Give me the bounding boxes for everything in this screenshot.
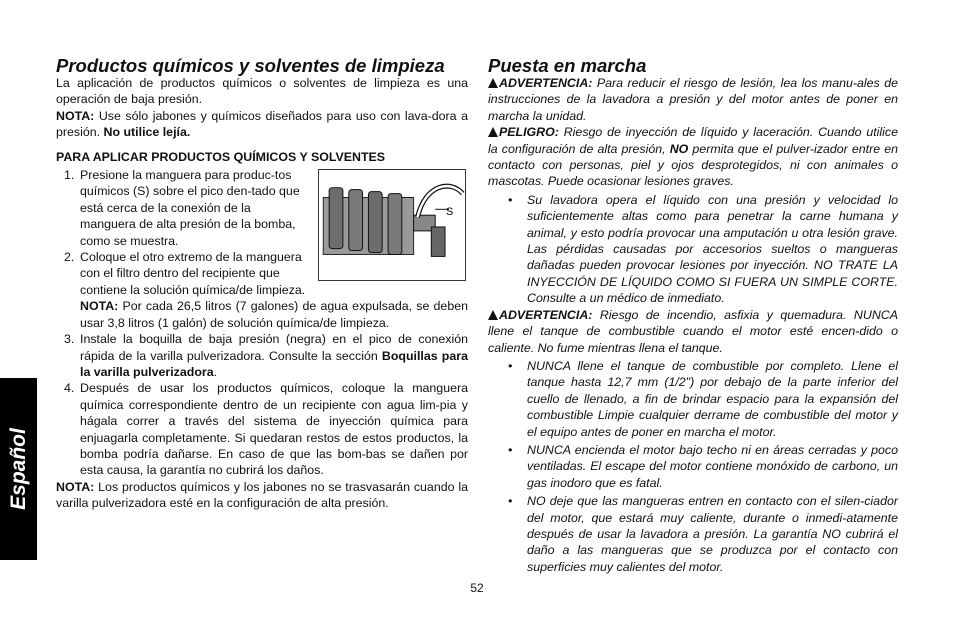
- page-number: 52: [470, 581, 484, 595]
- side-tab-label: Español: [6, 428, 30, 510]
- warning-fire: ADVERTENCIA: Riesgo de incendio, asfixia y quemadura. NUNCA llene el tanque de combustible cuando el motor esté encen-dido o caliente. No fume mientras llena el tanque.: [488, 307, 898, 355]
- step-4: 4. Después de usar los productos químicos, coloque la manguera química correspondiente dentro de un recipiente con agua lim-pia y hágala correr a través del sistema de inyección química para enjuagarla completamente. Si quedaran restos de estos productos, la bomba podría dañarse. En caso de que las bom-bas se dañen por esta causa, la garantía no cubrirá los daños.: [64, 381, 468, 478]
- warning-triangle-icon: [488, 310, 498, 320]
- step-1: 1. S Presione la manguera para produc-tos químicos (S) sobre el pico den-tado que está cerca de la conexión de la manguera de alta presión de la bomba, como se muestra.: [56, 167, 468, 249]
- chemicals-heading: Productos químicos y solventes de limpieza: [56, 55, 445, 76]
- step-2-note: NOTA: Por cada 26,5 litros (7 galones) de agua expulsada, se deben usar 3,8 litros (1 galón) de solución química/de limpieza.: [80, 299, 468, 330]
- warning-triangle-icon: [488, 78, 498, 88]
- chemicals-intro: La aplicación de productos químicos o solventes de limpieza es una operación de baja presión.: [56, 76, 468, 107]
- right-column: [488, 56, 898, 575]
- steps-list: [56, 167, 468, 479]
- figure-label-s: S: [446, 206, 454, 219]
- step-2: 2. Coloque el otro extremo de la manguera con el filtro dentro del recipiente que contiene la solución química/de limpieza. NOTA: Por cada 26,5 litros (7 galones) de agua expulsada, se deben usar 3,8 litros (1 galón) de solución química/de limpieza.: [64, 250, 468, 330]
- left-column: [56, 56, 468, 512]
- chemicals-note: NOTA: Use sólo jabones y químicos diseñados para uso con lava-dora a presión. No utilice lejía.: [56, 108, 468, 140]
- danger-injection: PELIGRO: Riesgo de inyección de líquido y laceración. Cuando utilice la configuración de alta presión, NO permita que el pulver-izador entre en contacto con personas, piel y ojos desprotegidos, ni con animales o mascotas. Puede ocasionar lesiones graves.: [488, 125, 898, 189]
- chemicals-final-note: NOTA: Los productos químicos y los jabones no se trasvasarán cuando la varilla pulverizadora esté en la configuración de alta presión.: [56, 479, 468, 511]
- injection-bullets: [488, 192, 898, 307]
- language-side-tab: [0, 378, 37, 560]
- warning-triangle-icon: [488, 127, 498, 137]
- fire-bullets: [488, 358, 898, 575]
- bullet-item: • NO deje que las mangueras entren en contacto con el silen-ciador del motor, que estará muy caliente, durante o inmedi-atamente después de usar la lavadora a presión. La garantía NO cubrirá el daño a las mangueras que se produzca por el contacto con superficies muy calientes del motor.: [508, 494, 898, 574]
- startup-heading: Puesta en marcha: [488, 55, 647, 76]
- apply-subheading: PARA APLICAR PRODUCTOS QUÍMICOS Y SOLVENTES: [56, 149, 386, 164]
- bullet-item: • NUNCA llene el tanque de combustible por completo. Llene el tanque hasta 12,7 mm (1/2") por debajo de la parte inferior del cuello de llenado, a fin de brindar espacio para la expansión del combustible Limpie cualquier derrame de combustible del motor y el equipo antes de poner en marcha el motor.: [508, 358, 898, 439]
- warning-manuals: ADVERTENCIA: Para reducir el riesgo de lesión, lea los manu-ales de instrucciones de la lavadora a presión y del motor antes de poner en marcha la unidad.: [488, 76, 898, 123]
- bullet-item: • NUNCA encienda el motor bajo techo ni en áreas cerradas y poco ventiladas. El escape del motor contiene monóxido de carbono, un gas inodoro que es fatal.: [508, 442, 898, 490]
- bullet-item: • Su lavadora opera el líquido con una presión y velocidad lo suficientemente altas como para penetrar la carne humana y animal, y esto podría provocar una amputación u otra lesión grave. Las pérdidas causadas por accesorios sueltos o mangueras dañadas pueden provocar lesiones por inyección. NO TRATE LA INYECCIÓN DE LÍQUIDO COMO SI FUERA UN SIMPLE CORTE. Consulte a un médico de inmediato.: [508, 192, 898, 306]
- step-3: 3. Instale la boquilla de baja presión (negra) en el pico de conexión rápida de la varilla pulverizadora. Consulte la sección Boquillas para la varilla pulverizadora.: [64, 332, 468, 379]
